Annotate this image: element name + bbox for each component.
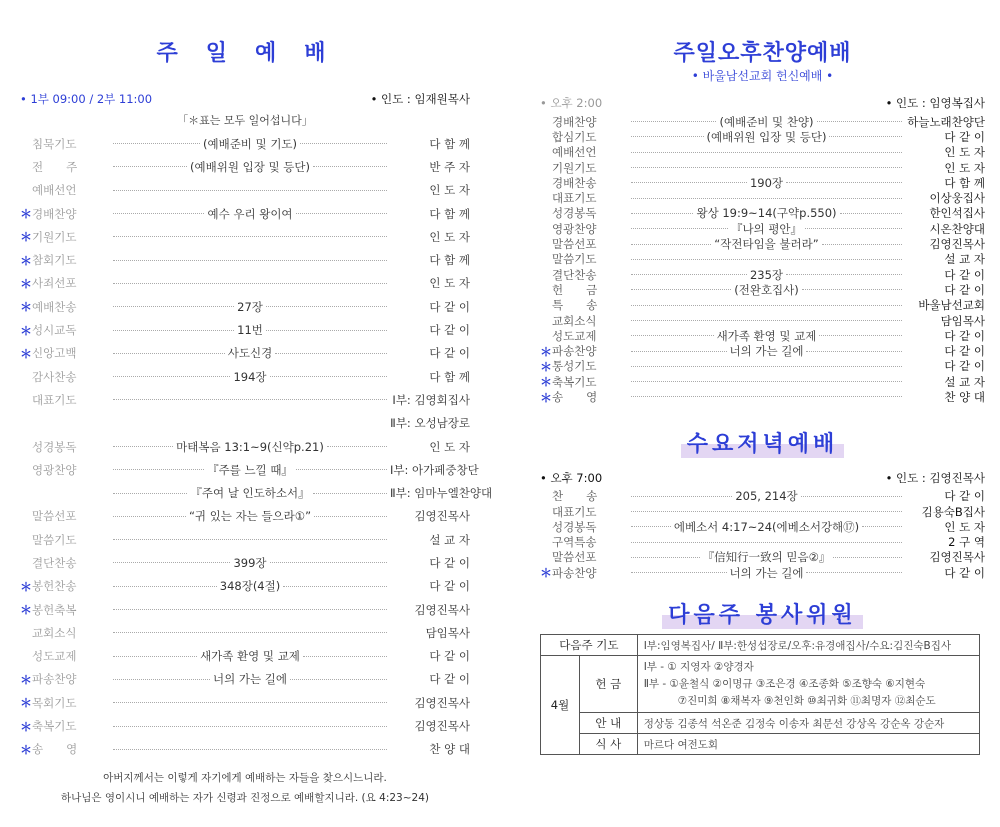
volunteers-table (540, 634, 980, 755)
item-detail: (예배위원 입장 및 등단) (190, 159, 310, 174)
afternoon-header (540, 92, 985, 114)
item-detail: “귀 있는 자는 들으라①” (188, 509, 312, 524)
item-label: 헌 금 (552, 282, 598, 297)
offering-first: Ⅰ부 - ① 지영자 ②양경자 (643, 660, 754, 673)
item-detail: 『주여 날 인도하소서』 (190, 486, 310, 501)
item-label: 경배찬송 (552, 175, 597, 190)
table-row (541, 713, 980, 734)
item-detail: 마태복음 13:1~9(신약p.21) (176, 439, 324, 454)
list-item (540, 145, 985, 160)
list-item (20, 714, 470, 737)
item-label: 기원기도 (32, 229, 77, 244)
item-detail: 너의 가는 길에 (729, 565, 804, 580)
item-person: Ⅱ부: 오성남장로 (390, 416, 470, 431)
list-item (20, 155, 470, 178)
list-item (540, 504, 985, 519)
item-detail: (예배준비 및 찬양) (719, 114, 814, 129)
item-label: 교회소식 (552, 313, 597, 328)
item-label: 말씀선포 (552, 237, 597, 252)
item-label: 통성기도 (552, 359, 597, 374)
list-item (20, 645, 470, 668)
item-person: 인 도 자 (429, 229, 470, 244)
item-person: 다 함 께 (429, 136, 470, 151)
list-item (540, 160, 985, 175)
standing-mark: ＊ (540, 375, 553, 390)
list-item (540, 535, 985, 550)
dot-leader (110, 749, 390, 750)
list-item (20, 528, 470, 551)
dot-leader (628, 259, 905, 260)
dot-leader (628, 175, 905, 191)
standing-mark: ＊ (20, 346, 33, 361)
item-label: 대표기도 (552, 191, 597, 206)
list-item (20, 738, 470, 761)
afternoon-worship-subtitle: • 바울남선교회 헌신예배 • (691, 69, 834, 83)
offering-second-a: Ⅱ부 - ①윤철식 ②이명규 ③조은경 ④조종화 ⑤조향숙 ⑥지현숙 (643, 677, 926, 690)
item-person: 다 같 이 (944, 129, 985, 144)
dot-leader (628, 236, 905, 252)
item-person: 다 같 이 (944, 328, 985, 343)
list-item (20, 551, 470, 574)
item-person: 다 같 이 (429, 323, 470, 338)
dot-leader (110, 632, 390, 633)
list-item (20, 342, 470, 365)
item-label: 결단찬송 (552, 267, 597, 282)
dot-leader (110, 726, 390, 727)
footer-verse-1: 아버지께서는 이렇게 자기에게 예배하는 자들을 찾으시느니라. (103, 772, 387, 784)
item-label: 예배선언 (552, 145, 597, 160)
dot-leader (110, 136, 390, 152)
dot-leader (110, 462, 390, 478)
item-detail: 예수 우리 왕이여 (207, 206, 293, 221)
item-person: 다 함 께 (944, 175, 985, 190)
dot-leader (628, 549, 905, 565)
wednesday-leader: • 인도 : 김영진목사 (885, 470, 985, 485)
item-label: 성도교제 (32, 649, 77, 664)
item-person: 김용숙B집사 (921, 504, 985, 519)
item-label: 사죄선포 (32, 276, 77, 291)
item-person: 시온찬양대 (929, 221, 985, 236)
dot-leader (628, 129, 905, 145)
item-detail: 왕상 19:9~14(구약p.550) (696, 206, 837, 221)
standing-mark: ＊ (20, 300, 33, 315)
order-of-service (20, 132, 493, 761)
dot-leader (110, 283, 390, 284)
dot-leader (110, 485, 390, 501)
dot-leader (628, 542, 905, 543)
standing-mark: ＊ (20, 207, 33, 222)
item-person: 김영진목사 (929, 237, 985, 252)
item-detail: 399장 (233, 555, 267, 570)
item-person: 김영진목사 (414, 509, 470, 524)
item-person: Ⅰ부: 아가페중창단 (390, 462, 479, 477)
dot-leader (628, 167, 905, 168)
item-detail: 194장 (233, 369, 267, 384)
dot-leader (628, 488, 905, 504)
item-label: 경배찬양 (552, 114, 597, 129)
dot-leader (110, 555, 390, 571)
item-label: 기원기도 (552, 160, 597, 175)
meal-text: 마르다 여전도회 (637, 734, 979, 755)
service-leader: • 인도 : 임재원목사 (370, 92, 470, 106)
item-label: 영광찬양 (552, 221, 597, 236)
dot-leader (110, 539, 390, 540)
table-row (541, 734, 980, 755)
list-item (540, 221, 985, 236)
item-label: 말씀선포 (552, 550, 597, 565)
sunday-worship-title: 주일예배 (156, 41, 354, 66)
item-person: 인 도 자 (944, 519, 985, 534)
service-header (20, 88, 470, 110)
offering-second-b: ⑦진미희 ⑧채복자 ⑨천인화 ⑩최귀화 ⑪최명자 ⑫최순도 (677, 694, 936, 707)
item-label: 봉헌찬송 (32, 579, 77, 594)
list-item (20, 691, 470, 714)
dot-leader (628, 396, 905, 397)
list-item (20, 575, 470, 598)
list-item (540, 313, 985, 328)
item-label: 성도교제 (552, 328, 597, 343)
offering-cell (637, 656, 979, 713)
standing-mark: ＊ (20, 672, 33, 687)
item-detail: 새가족 환영 및 교제 (200, 649, 300, 664)
list-item (540, 359, 985, 374)
list-item (540, 114, 985, 129)
standing-mark: ＊ (20, 719, 33, 734)
item-detail: 11번 (237, 323, 263, 338)
item-detail: 190장 (749, 175, 784, 190)
dot-leader (110, 159, 390, 175)
offering-label: 헌 금 (580, 656, 638, 713)
item-label: 성경봉독 (32, 439, 77, 454)
item-person: 인 도 자 (429, 276, 470, 291)
list-item (540, 236, 985, 251)
item-label: 대표기도 (32, 392, 77, 407)
item-label: 결단찬송 (32, 555, 77, 570)
dot-leader (110, 399, 390, 400)
item-person: 김영진목사 (414, 602, 470, 617)
standing-mark: ＊ (20, 230, 33, 245)
dot-leader (110, 578, 390, 594)
item-detail: “작전타임을 불러라” (714, 237, 819, 252)
item-detail: (전완호집사) (734, 282, 799, 297)
list-item (20, 132, 470, 155)
list-item (20, 248, 470, 271)
item-person: 다 같 이 (944, 359, 985, 374)
item-person: 다 같 이 (429, 346, 470, 361)
list-item (20, 598, 470, 621)
dot-leader (110, 648, 390, 664)
item-person: 다 함 께 (429, 253, 470, 268)
afternoon-worship-title: 주일오후찬양예배 (673, 41, 852, 66)
item-label: 송 영 (32, 742, 78, 757)
item-person: 다 같 이 (944, 489, 985, 504)
standing-mark: ＊ (540, 359, 553, 374)
item-person: 다 같 이 (429, 299, 470, 314)
item-person: 다 같 이 (429, 649, 470, 664)
standing-notice: 「＊표는 모두 일어섭니다」 (177, 114, 313, 127)
item-label: 영광찬양 (32, 462, 77, 477)
afternoon-worship-column (540, 0, 985, 755)
item-person: 김영진목사 (414, 695, 470, 710)
prayer-text: Ⅰ부:임영복집사/ Ⅱ부:한성섭장로/오후:유경애집사/수요:김진숙B집사 (637, 635, 979, 656)
dot-leader (628, 114, 905, 130)
guide-label: 안 내 (580, 713, 638, 734)
dot-leader (110, 345, 390, 361)
dot-leader (628, 343, 905, 359)
standing-mark: ＊ (540, 344, 553, 359)
list-item (540, 267, 985, 282)
list-item (20, 272, 470, 295)
item-label: 전 주 (32, 159, 78, 174)
item-person: 설 교 자 (429, 532, 470, 547)
list-item (540, 206, 985, 221)
item-label: 파송찬양 (552, 344, 597, 359)
dot-leader (110, 190, 390, 191)
item-label: 예배찬송 (32, 299, 77, 314)
item-detail: 『信知行一致의 믿음②』 (702, 550, 831, 565)
item-person: 다 함 께 (429, 369, 470, 384)
item-person: 담임목사 (425, 625, 470, 640)
item-label: 봉헌축복 (32, 602, 77, 617)
item-person: 인 도 자 (429, 183, 470, 198)
dot-leader (110, 609, 390, 610)
item-person: 다 같 이 (429, 579, 470, 594)
guide-text: 정상동 김종석 석온준 김정숙 이송자 최문선 강상옥 강순옥 강순자 (637, 713, 979, 734)
item-label: 침묵기도 (32, 136, 77, 151)
item-person: 다 같 이 (944, 282, 985, 297)
item-person: 다 같 이 (944, 565, 985, 580)
dot-leader (110, 236, 390, 237)
item-detail: 235장 (749, 267, 784, 282)
item-person: 바울남선교회 (918, 298, 985, 313)
list-item (20, 318, 470, 341)
item-person: 찬 양 대 (944, 390, 985, 404)
item-person: 2 구 역 (948, 535, 985, 550)
item-person: 다 같 이 (944, 344, 985, 359)
item-label: 경배찬양 (32, 206, 77, 221)
item-label: 파송찬양 (552, 565, 597, 580)
dot-leader (110, 322, 390, 338)
item-person: 김영진목사 (929, 550, 985, 565)
table-row (541, 635, 980, 656)
table-row (541, 656, 980, 713)
item-label: 특 송 (552, 298, 598, 313)
list-item (20, 295, 470, 318)
item-person: 찬 양 대 (429, 742, 470, 757)
volunteers-title: 다음주 봉사위원 (540, 598, 985, 634)
list-item (20, 388, 470, 411)
item-detail: 『나의 평안』 (730, 221, 803, 236)
item-person: 담임목사 (940, 313, 985, 328)
dot-leader (110, 260, 390, 261)
list-item (20, 179, 470, 202)
item-detail: 너의 가는 길에 (213, 672, 287, 687)
item-label: 대표기도 (552, 504, 597, 519)
dot-leader (628, 267, 905, 283)
item-person: 하늘노래찬양단 (907, 114, 985, 129)
item-label: 말씀선포 (32, 509, 77, 524)
list-item (20, 225, 470, 248)
afternoon-order (540, 114, 985, 405)
item-person: 인 도 자 (429, 439, 470, 454)
item-label: 성경봉독 (552, 206, 597, 221)
item-person: 다 같 이 (429, 672, 470, 687)
item-person: 인 도 자 (944, 160, 985, 175)
list-item (540, 298, 985, 313)
item-label: 말씀기도 (552, 252, 597, 267)
list-item (20, 621, 470, 644)
list-item (540, 343, 985, 358)
dot-leader (628, 205, 905, 221)
list-item (540, 190, 985, 205)
item-label: 성시교독 (32, 323, 77, 338)
item-person: 한인석집사 (929, 206, 985, 221)
dot-leader (110, 508, 390, 524)
item-label: 참회기도 (32, 253, 77, 268)
wednesday-title: 수요저녁예배 (540, 427, 985, 463)
item-person: 이상웅집사 (929, 191, 985, 206)
list-item (540, 550, 985, 565)
item-detail: 348장(4절) (219, 579, 281, 594)
item-detail: 너의 가는 길에 (729, 344, 804, 359)
item-label: 합심기도 (552, 129, 597, 144)
list-item (540, 519, 985, 534)
item-detail: 사도신경 (227, 346, 273, 361)
list-item (540, 328, 985, 343)
item-label: 교회소식 (32, 625, 77, 640)
item-person: Ⅱ부: 임마누엘찬양대 (390, 486, 493, 501)
dot-leader (628, 305, 905, 306)
item-detail: 205, 214장 (735, 489, 798, 504)
list-item (540, 129, 985, 144)
dot-leader (110, 206, 390, 222)
list-item (540, 489, 985, 504)
afternoon-leader: • 인도 : 임영복집사 (885, 96, 985, 110)
item-person: 반 주 자 (429, 159, 470, 174)
standing-mark: ＊ (20, 579, 33, 594)
standing-mark: ＊ (540, 566, 553, 581)
dot-leader (628, 565, 905, 581)
meal-label: 식 사 (580, 734, 638, 755)
item-label: 송 영 (552, 390, 598, 404)
list-item (540, 282, 985, 297)
item-label: 신앙고백 (32, 346, 77, 361)
prayer-label: 다음주 기도 (541, 635, 638, 656)
item-detail: (예배준비 및 기도) (202, 136, 298, 151)
list-item (540, 565, 985, 580)
list-item (540, 175, 985, 190)
list-item (20, 481, 493, 504)
list-item (20, 505, 470, 528)
dot-leader (628, 198, 905, 199)
standing-mark: ＊ (20, 276, 33, 291)
item-detail: (예배위원 입장 및 등단) (706, 129, 827, 144)
dot-leader (110, 439, 390, 455)
dot-leader (628, 320, 905, 321)
item-label: 성경봉독 (552, 519, 597, 534)
sunday-worship-column (20, 0, 493, 804)
dot-leader (628, 221, 905, 237)
item-detail: 27장 (237, 299, 263, 314)
item-label: 찬 송 (552, 489, 598, 504)
dot-leader (110, 702, 390, 703)
item-person: 인 도 자 (944, 145, 985, 160)
list-item (20, 668, 470, 691)
list-item (540, 389, 985, 404)
wednesday-order (540, 489, 985, 581)
service-time: • 1부 09:00 / 2부 11:00 (20, 92, 153, 106)
dot-leader (628, 519, 905, 535)
item-person: 설 교 자 (944, 252, 985, 267)
dot-leader (628, 282, 905, 298)
standing-mark: ＊ (20, 696, 33, 711)
item-person: 다 같 이 (944, 267, 985, 282)
item-label: 축복기도 (32, 719, 77, 734)
wednesday-time: • 오후 7:00 (540, 470, 603, 485)
dot-leader (628, 381, 905, 382)
standing-mark: ＊ (20, 742, 33, 757)
month-label: 4월 (541, 656, 580, 755)
item-label: 축복기도 (552, 374, 597, 389)
list-item (540, 374, 985, 389)
item-person: Ⅰ부: 김영회집사 (392, 392, 470, 407)
dot-leader (110, 671, 390, 687)
dot-leader (628, 366, 905, 367)
item-label: 목회기도 (32, 695, 77, 710)
item-person: 다 같 이 (429, 555, 470, 570)
list-item (20, 412, 470, 435)
standing-mark: ＊ (20, 253, 33, 268)
afternoon-time: • 오후 2:00 (540, 96, 603, 110)
dot-leader (628, 328, 905, 344)
item-detail: 새가족 환영 및 교제 (716, 328, 817, 343)
list-item (20, 365, 470, 388)
item-label: 말씀기도 (32, 532, 77, 547)
standing-mark: ＊ (20, 603, 33, 618)
dot-leader (110, 299, 390, 315)
item-detail: 『주를 느낄 때』 (207, 462, 293, 477)
item-person: 다 함 께 (429, 206, 470, 221)
list-item (20, 458, 479, 481)
item-label: 파송찬양 (32, 672, 77, 687)
footer-verse-2: 하나님은 영이시니 예배하는 자가 신령과 진정으로 예배할지니라. (요 4:23~24) (61, 792, 429, 804)
list-item (20, 202, 470, 225)
standing-mark: ＊ (540, 390, 553, 405)
list-item (20, 435, 470, 458)
dot-leader (628, 152, 905, 153)
item-label: 구역특송 (552, 535, 597, 550)
item-detail: 에베소서 4:17~24(에베소서강해⑰) (673, 519, 860, 534)
wednesday-header (540, 467, 985, 489)
list-item (540, 252, 985, 267)
item-person: 설 교 자 (944, 374, 985, 389)
item-person: 김영진목사 (414, 719, 470, 734)
standing-mark: ＊ (20, 323, 33, 338)
item-label: 감사찬송 (32, 369, 77, 384)
dot-leader (628, 511, 905, 512)
dot-leader (110, 369, 390, 385)
item-label: 예배선언 (32, 183, 77, 198)
